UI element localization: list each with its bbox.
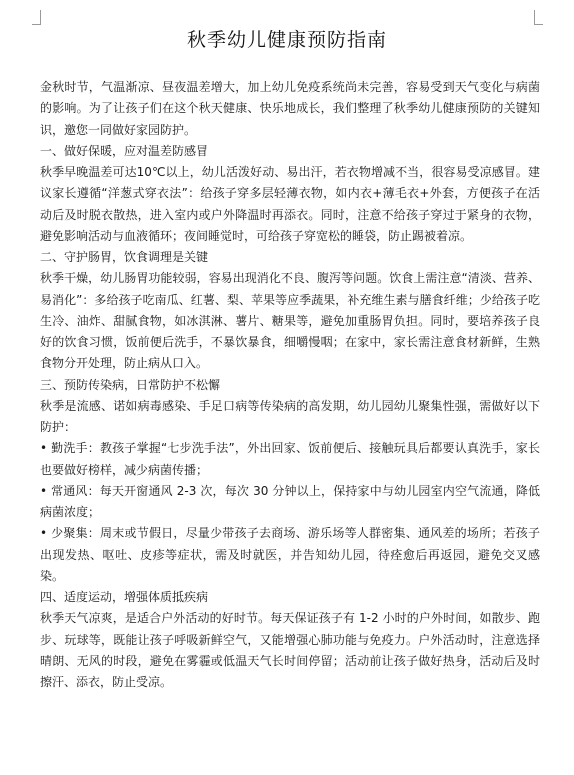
bullet-item-avoid-crowds: • 少聚集：周末或节假日，尽量少带孩子去商场、游乐场等人群密集、通风差的场所；若孩子出现发热、呕吐、皮疹等症状，需及时就医，并告知幼儿园，待痊愈后再返园，避免交叉感染。	[40, 526, 540, 583]
page-corner-mark-top-left	[32, 10, 41, 25]
bullet-item-ventilation: • 常通风：每天开窗通风 2-3 次，每次 30 分钟以上，保持家中与幼儿园室内空气流通，降低病菌浓度；	[40, 483, 540, 519]
document-title: 秋季幼儿健康预防指南	[186, 29, 387, 51]
intro-paragraph: 金秋时节，气温渐凉、昼夜温差增大，加上幼儿免疫系统尚未完善，容易受到天气变化与病菌的影响。为了让孩子们在这个秋天健康、快乐地成长，我们整理了秋季幼儿健康预防的关键知识，邀您一同做好家园防护。	[40, 80, 540, 137]
page-corner-mark-top-right	[534, 10, 543, 25]
bullet-item-handwashing: • 勤洗手：教孩子掌握“七步洗手法”，外出回家、饭前便后、接触玩具后都要认真洗手，家长也要做好榜样，减少病菌传播；	[40, 441, 540, 477]
section-heading-exercise: 四、适度运动，增强体质抵疾病	[40, 590, 209, 604]
section-heading-warmth: 一、做好保暖，应对温差防感冒	[40, 143, 209, 158]
section-paragraph-warmth: 秋季早晚温差可达10℃以上，幼儿活泼好动、易出汗，若衣物增减不当，很容易受凉感冒。建议家长遵循“洋葱式穿衣法”：给孩子穿多层轻薄衣物，如内衣+薄毛衣+外套，方便孩子在活动后及时脱衣散热，进入室内或户外降温时再添衣。同时，注意不给孩子穿过于紧身的衣物，避免影响活动与血液循环；夜间睡觉时，可给孩子穿宽松的睡袋，防止踢被着凉。	[40, 165, 540, 243]
section-paragraph-exercise: 秋季天气凉爽，是适合户外活动的好时节。每天保证孩子有 1-2 小时的户外时间，如散步、跑步、玩球等，既能让孩子呼吸新鲜空气，又能增强心肺功能与免疫力。户外活动时，注意选择晴朗、无风的时段，避免在雾霾或低温天气长时间停留；活动前让孩子做好热身，活动后及时擦汗、添衣，防止受凉。	[40, 611, 540, 689]
section-heading-diet: 二、守护肠胃，饮食调理是关键	[40, 250, 209, 264]
section-heading-infection: 三、预防传染病，日常防护不松懈	[40, 377, 221, 392]
section-paragraph-infection: 秋季是流感、诺如病毒感染、手足口病等传染病的高发期，幼儿园幼儿聚集性强，需做好以下防护：	[40, 398, 540, 434]
document-body	[40, 77, 540, 693]
section-paragraph-diet: 秋季干燥，幼儿肠胃功能较弱，容易出现消化不良、腹泻等问题。饮食上需注意“清淡、营养、易消化”：多给孩子吃南瓜、红薯、梨、苹果等应季蔬果，补充维生素与膳食纤维；少给孩子吃生冷、油炸、甜腻食物，如冰淇淋、薯片、糖果等，避免加重肠胃负担。同时，要培养孩子良好的饮食习惯，饭前便后洗手，不暴饮暴食，细嚼慢咽；在家中，家长需注意食材新鲜，生熟食物分开处理，防止病从口入。	[40, 271, 540, 371]
